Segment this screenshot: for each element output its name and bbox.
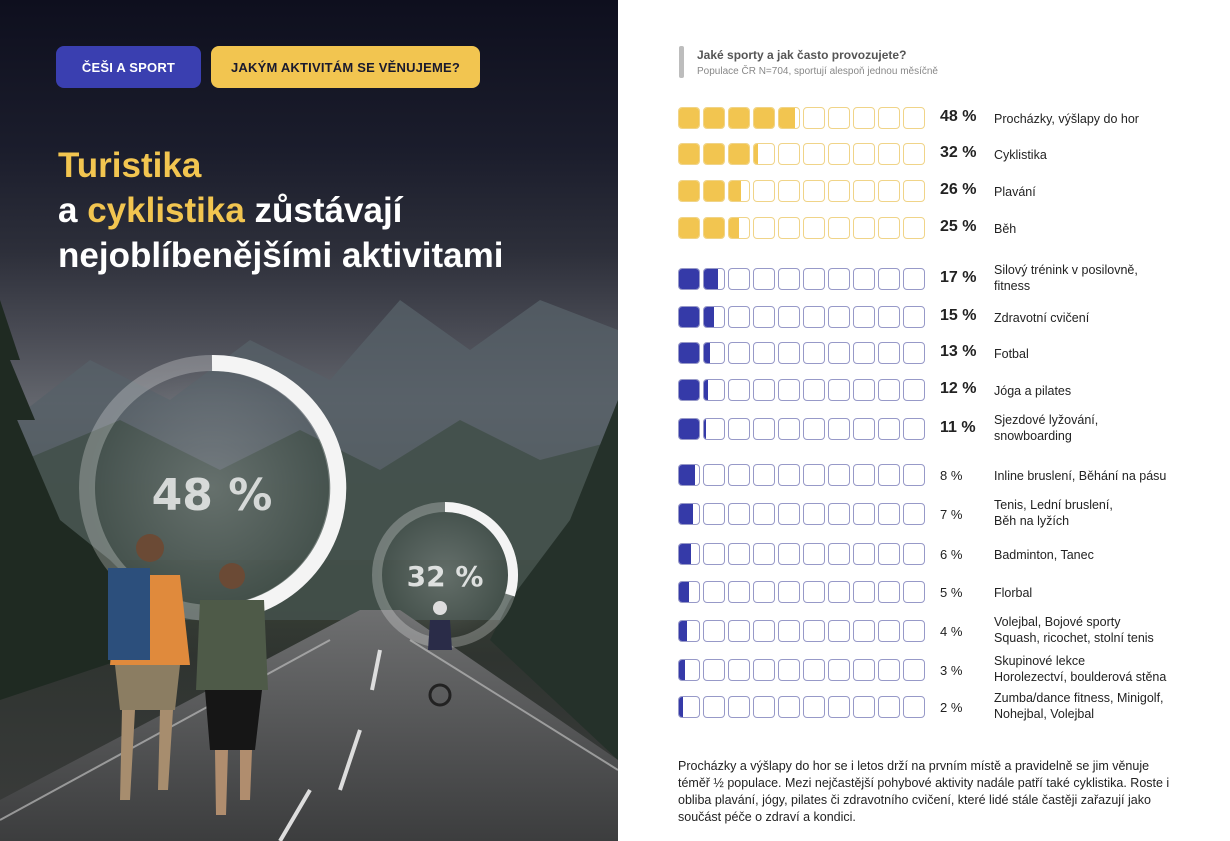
bar-cell: [878, 143, 900, 165]
bar-cell: [903, 418, 925, 440]
value-label: 12 %: [940, 380, 977, 397]
bar-fill: [704, 419, 706, 439]
bar-fill: [729, 181, 741, 201]
bar-cell: [878, 543, 900, 565]
bar-cell: [728, 620, 750, 642]
bar-cell: [853, 268, 875, 290]
value-label: 15 %: [940, 307, 977, 324]
bar-cell: [878, 217, 900, 239]
bar-fill: [704, 269, 718, 289]
ring-big-value: 48 %: [151, 470, 273, 521]
value-label: 11 %: [940, 419, 976, 436]
bar-cell: [703, 379, 725, 401]
chart-row: [678, 217, 928, 241]
bar-fill: [704, 181, 724, 201]
bar-cell: [853, 217, 875, 239]
bar-cell: [728, 107, 750, 129]
bar-cell: [778, 379, 800, 401]
bar-cell: [703, 659, 725, 681]
bar-fill: [679, 660, 685, 680]
bar-cell: [753, 107, 775, 129]
bar-cell: [678, 143, 700, 165]
bar-cell: [878, 659, 900, 681]
bar-cell: [853, 107, 875, 129]
bar-cell: [878, 268, 900, 290]
bar-cell: [753, 180, 775, 202]
bar-cell: [878, 464, 900, 486]
bar-cell: [803, 143, 825, 165]
bar-cell: [778, 107, 800, 129]
bar-cell: [678, 503, 700, 525]
bar-fill: [679, 621, 687, 641]
bar-cell: [678, 306, 700, 328]
bar-cell: [753, 342, 775, 364]
bar-cell: [853, 659, 875, 681]
category-label: Florbal: [994, 586, 1033, 600]
bar-cell: [853, 306, 875, 328]
bar-cell: [778, 581, 800, 603]
bar-cell: [703, 503, 725, 525]
value-label: 7 %: [940, 507, 963, 522]
bar-cell: [728, 659, 750, 681]
value-label: 5 %: [940, 585, 963, 600]
chart-row: [678, 620, 928, 644]
bar-cell: [903, 268, 925, 290]
bar-cell: [803, 503, 825, 525]
bar-cell: [878, 379, 900, 401]
bar-cell: [728, 543, 750, 565]
bar-cell: [753, 217, 775, 239]
question-accent-bar: [679, 46, 684, 78]
bar-cell: [903, 107, 925, 129]
bar-cell: [903, 659, 925, 681]
bar-cell: [678, 180, 700, 202]
bar-cell: [753, 379, 775, 401]
headline-line2-a: a: [58, 191, 88, 230]
bar-cell: [728, 143, 750, 165]
bar-cell: [753, 659, 775, 681]
bar-cell: [828, 306, 850, 328]
headline-line3: nejoblíbenějšími aktivitami: [58, 236, 504, 275]
bar-cell: [803, 543, 825, 565]
bar-cell: [778, 268, 800, 290]
bar-cell: [803, 180, 825, 202]
tag-cesi-a-sport-label: ČEŠI A SPORT: [81, 59, 176, 75]
bar-cell: [878, 180, 900, 202]
bar-fill: [754, 108, 774, 128]
bar-cell: [803, 217, 825, 239]
bar-cell: [753, 696, 775, 718]
bar-cell: [878, 306, 900, 328]
bar-cell: [903, 503, 925, 525]
bar-cell: [728, 581, 750, 603]
bar-cell: [903, 581, 925, 603]
chart-row: [678, 143, 928, 167]
bar-cell: [828, 696, 850, 718]
chart-subtitle: Populace ČR N=704, sportují alespoň jednou měsíčně: [697, 66, 938, 77]
bar-fill: [779, 108, 795, 128]
category-label: Tenis, Lední bruslení, Běh na lyžích: [994, 498, 1113, 528]
bar-cell: [753, 581, 775, 603]
bar-cell: [878, 620, 900, 642]
bar-cell: [803, 659, 825, 681]
bar-cell: [803, 342, 825, 364]
bar-fill: [729, 218, 739, 238]
bar-fill: [704, 380, 708, 400]
bar-fill: [679, 218, 699, 238]
chart-row: [678, 342, 928, 366]
bar-cell: [803, 696, 825, 718]
bar-fill: [679, 269, 699, 289]
chart-row: [678, 696, 928, 720]
bar-cell: [703, 143, 725, 165]
bar-fill: [754, 144, 758, 164]
bar-cell: [803, 306, 825, 328]
bar-cell: [828, 418, 850, 440]
bar-fill: [704, 343, 710, 363]
bar-cell: [728, 342, 750, 364]
bar-cell: [703, 217, 725, 239]
bar-cell: [853, 342, 875, 364]
value-label: 2 %: [940, 700, 963, 715]
bar-cell: [803, 268, 825, 290]
bar-cell: [753, 306, 775, 328]
bar-cell: [903, 342, 925, 364]
chart-row: [678, 268, 928, 292]
bar-cell: [803, 379, 825, 401]
bar-cell: [903, 464, 925, 486]
bar-fill: [679, 108, 699, 128]
bar-cell: [828, 268, 850, 290]
bar-fill: [679, 307, 699, 327]
bar-cell: [678, 581, 700, 603]
bar-cell: [803, 107, 825, 129]
chart-row: [678, 107, 928, 131]
category-label: Jóga a pilates: [994, 384, 1072, 398]
bar-cell: [853, 503, 875, 525]
bar-cell: [828, 107, 850, 129]
bar-fill: [679, 419, 699, 439]
bar-cell: [703, 464, 725, 486]
bar-cell: [828, 143, 850, 165]
bar-cell: [903, 696, 925, 718]
bar-cell: [728, 696, 750, 718]
bar-cell: [678, 342, 700, 364]
bar-cell: [753, 503, 775, 525]
bar-cell: [728, 418, 750, 440]
tag-cesi-a-sport[interactable]: [56, 46, 201, 88]
category-label: Cyklistika: [994, 148, 1047, 162]
bar-cell: [828, 379, 850, 401]
bar-fill: [679, 181, 699, 201]
bar-cell: [728, 503, 750, 525]
bar-cell: [703, 696, 725, 718]
bar-cell: [778, 418, 800, 440]
category-label: Silový trénink v posilovně, fitness: [994, 263, 1138, 293]
tag-jakym-aktivitam-label: JAKÝM AKTIVITÁM SE VĚNUJEME?: [230, 59, 461, 75]
bar-cell: [828, 659, 850, 681]
value-label: 6 %: [940, 547, 963, 562]
bar-cell: [753, 143, 775, 165]
value-label: 13 %: [940, 343, 977, 360]
chart-row: [678, 659, 928, 683]
value-label: 26 %: [940, 181, 977, 198]
bar-cell: [778, 217, 800, 239]
category-label: Procházky, výšlapy do hor: [994, 112, 1139, 126]
bar-cell: [703, 581, 725, 603]
bar-cell: [853, 143, 875, 165]
bar-cell: [703, 268, 725, 290]
chart-row: [678, 418, 928, 442]
chart-row: [678, 306, 928, 330]
headline-line2-b: cyklistika: [87, 191, 245, 230]
bar-cell: [678, 379, 700, 401]
bar-cell: [853, 620, 875, 642]
bar-fill: [704, 144, 724, 164]
category-label: Inline bruslení, Běhání na pásu: [994, 469, 1167, 483]
bar-cell: [903, 620, 925, 642]
bar-cell: [828, 217, 850, 239]
bar-cell: [678, 217, 700, 239]
bar-cell: [803, 581, 825, 603]
bar-cell: [703, 107, 725, 129]
bar-cell: [853, 379, 875, 401]
bar-cell: [678, 107, 700, 129]
bar-cell: [878, 342, 900, 364]
bar-cell: [678, 464, 700, 486]
bar-fill: [679, 343, 699, 363]
bar-cell: [853, 696, 875, 718]
bar-cell: [903, 379, 925, 401]
bar-cell: [778, 180, 800, 202]
bar-fill: [679, 504, 693, 524]
bar-cell: [753, 268, 775, 290]
chart-row: [678, 464, 928, 488]
page-headline: [58, 143, 503, 278]
bar-cell: [828, 620, 850, 642]
category-label: Skupinové lekce Horolezectví, boulderová stěna: [994, 654, 1167, 684]
value-label: 4 %: [940, 624, 963, 639]
bar-cell: [853, 418, 875, 440]
value-label: 48 %: [940, 108, 977, 125]
headline-line2-c: zůstávají: [244, 191, 403, 230]
bar-cell: [778, 503, 800, 525]
bar-cell: [728, 217, 750, 239]
bar-cell: [703, 620, 725, 642]
bar-cell: [753, 620, 775, 642]
bar-cell: [703, 180, 725, 202]
value-label: 8 %: [940, 468, 963, 483]
bar-cell: [703, 306, 725, 328]
bar-cell: [778, 659, 800, 681]
bar-cell: [903, 306, 925, 328]
bar-fill: [679, 582, 689, 602]
tag-jakym-aktivitam[interactable]: [211, 46, 480, 88]
chart-row: [678, 503, 928, 527]
category-label: Plavání: [994, 185, 1036, 199]
summary-paragraph: Procházky a výšlapy do hor se i letos drží na prvním místě a pravidelně se jim věnuje téměř ½ populace. Mezi nejčastější pohybové aktivity nadále patří také cyklistika. Roste i obliba plavání, jógy, pilates či zdravotního cvičení, které lidé stále častěji zařazují jako součást péče o zdraví a kondici.: [678, 759, 1170, 824]
bar-cell: [828, 581, 850, 603]
value-label: 32 %: [940, 144, 977, 161]
bar-cell: [678, 696, 700, 718]
bar-cell: [753, 418, 775, 440]
category-label: Zumba/dance fitness, Minigolf, Nohejbal, Volejbal: [994, 691, 1164, 721]
bar-cell: [878, 107, 900, 129]
bar-fill: [679, 380, 699, 400]
bar-cell: [828, 464, 850, 486]
bar-fill: [679, 465, 695, 485]
bar-cell: [803, 464, 825, 486]
bar-fill: [704, 307, 714, 327]
bar-cell: [778, 464, 800, 486]
bar-cell: [703, 418, 725, 440]
bar-cell: [678, 543, 700, 565]
bar-cell: [878, 418, 900, 440]
category-label: Fotbal: [994, 347, 1029, 361]
bar-cell: [878, 581, 900, 603]
category-label: Sjezdové lyžování, snowboarding: [994, 413, 1099, 443]
bar-cell: [678, 268, 700, 290]
bar-cell: [903, 543, 925, 565]
bar-cell: [853, 464, 875, 486]
chart-row: [678, 581, 928, 605]
chart-row: [678, 543, 928, 567]
chart-row: [678, 180, 928, 204]
bar-cell: [878, 503, 900, 525]
bar-cell: [703, 543, 725, 565]
bar-cell: [803, 620, 825, 642]
bar-cell: [903, 180, 925, 202]
chart-row: [678, 379, 928, 403]
bar-cell: [778, 696, 800, 718]
category-label: Běh: [994, 222, 1017, 236]
bar-cell: [778, 620, 800, 642]
bar-cell: [753, 543, 775, 565]
bar-cell: [728, 180, 750, 202]
bar-cell: [778, 342, 800, 364]
bar-fill: [679, 144, 699, 164]
bar-cell: [778, 306, 800, 328]
bar-fill: [679, 697, 683, 717]
chart-title: Jaké sporty a jak často provozujete?: [697, 48, 907, 62]
bar-cell: [903, 143, 925, 165]
bar-cell: [753, 464, 775, 486]
category-label: Badminton, Tanec: [994, 548, 1094, 562]
bar-cell: [728, 306, 750, 328]
bar-fill: [729, 144, 749, 164]
bar-cell: [828, 180, 850, 202]
value-label: 25 %: [940, 218, 977, 235]
bar-cell: [703, 342, 725, 364]
bar-cell: [678, 418, 700, 440]
bar-fill: [679, 544, 691, 564]
value-label: 3 %: [940, 663, 963, 678]
bar-cell: [853, 543, 875, 565]
bar-cell: [853, 581, 875, 603]
category-label: Zdravotní cvičení: [994, 311, 1090, 325]
bar-fill: [729, 108, 749, 128]
bar-cell: [853, 180, 875, 202]
headline-line1: Turistika: [58, 146, 202, 185]
bar-cell: [678, 659, 700, 681]
bar-cell: [828, 342, 850, 364]
bar-cell: [678, 620, 700, 642]
bar-cell: [778, 543, 800, 565]
bar-cell: [903, 217, 925, 239]
category-label: Volejbal, Bojové sporty Squash, ricochet, stolní tenis: [994, 615, 1154, 645]
bar-fill: [704, 108, 724, 128]
bar-cell: [828, 543, 850, 565]
bar-cell: [803, 418, 825, 440]
bar-fill: [704, 218, 724, 238]
bar-cell: [878, 696, 900, 718]
bar-cell: [728, 379, 750, 401]
ring-small-value: 32 %: [406, 560, 484, 593]
bar-cell: [728, 464, 750, 486]
bar-cell: [778, 143, 800, 165]
bar-cell: [728, 268, 750, 290]
value-label: 17 %: [940, 269, 977, 286]
bar-cell: [828, 503, 850, 525]
